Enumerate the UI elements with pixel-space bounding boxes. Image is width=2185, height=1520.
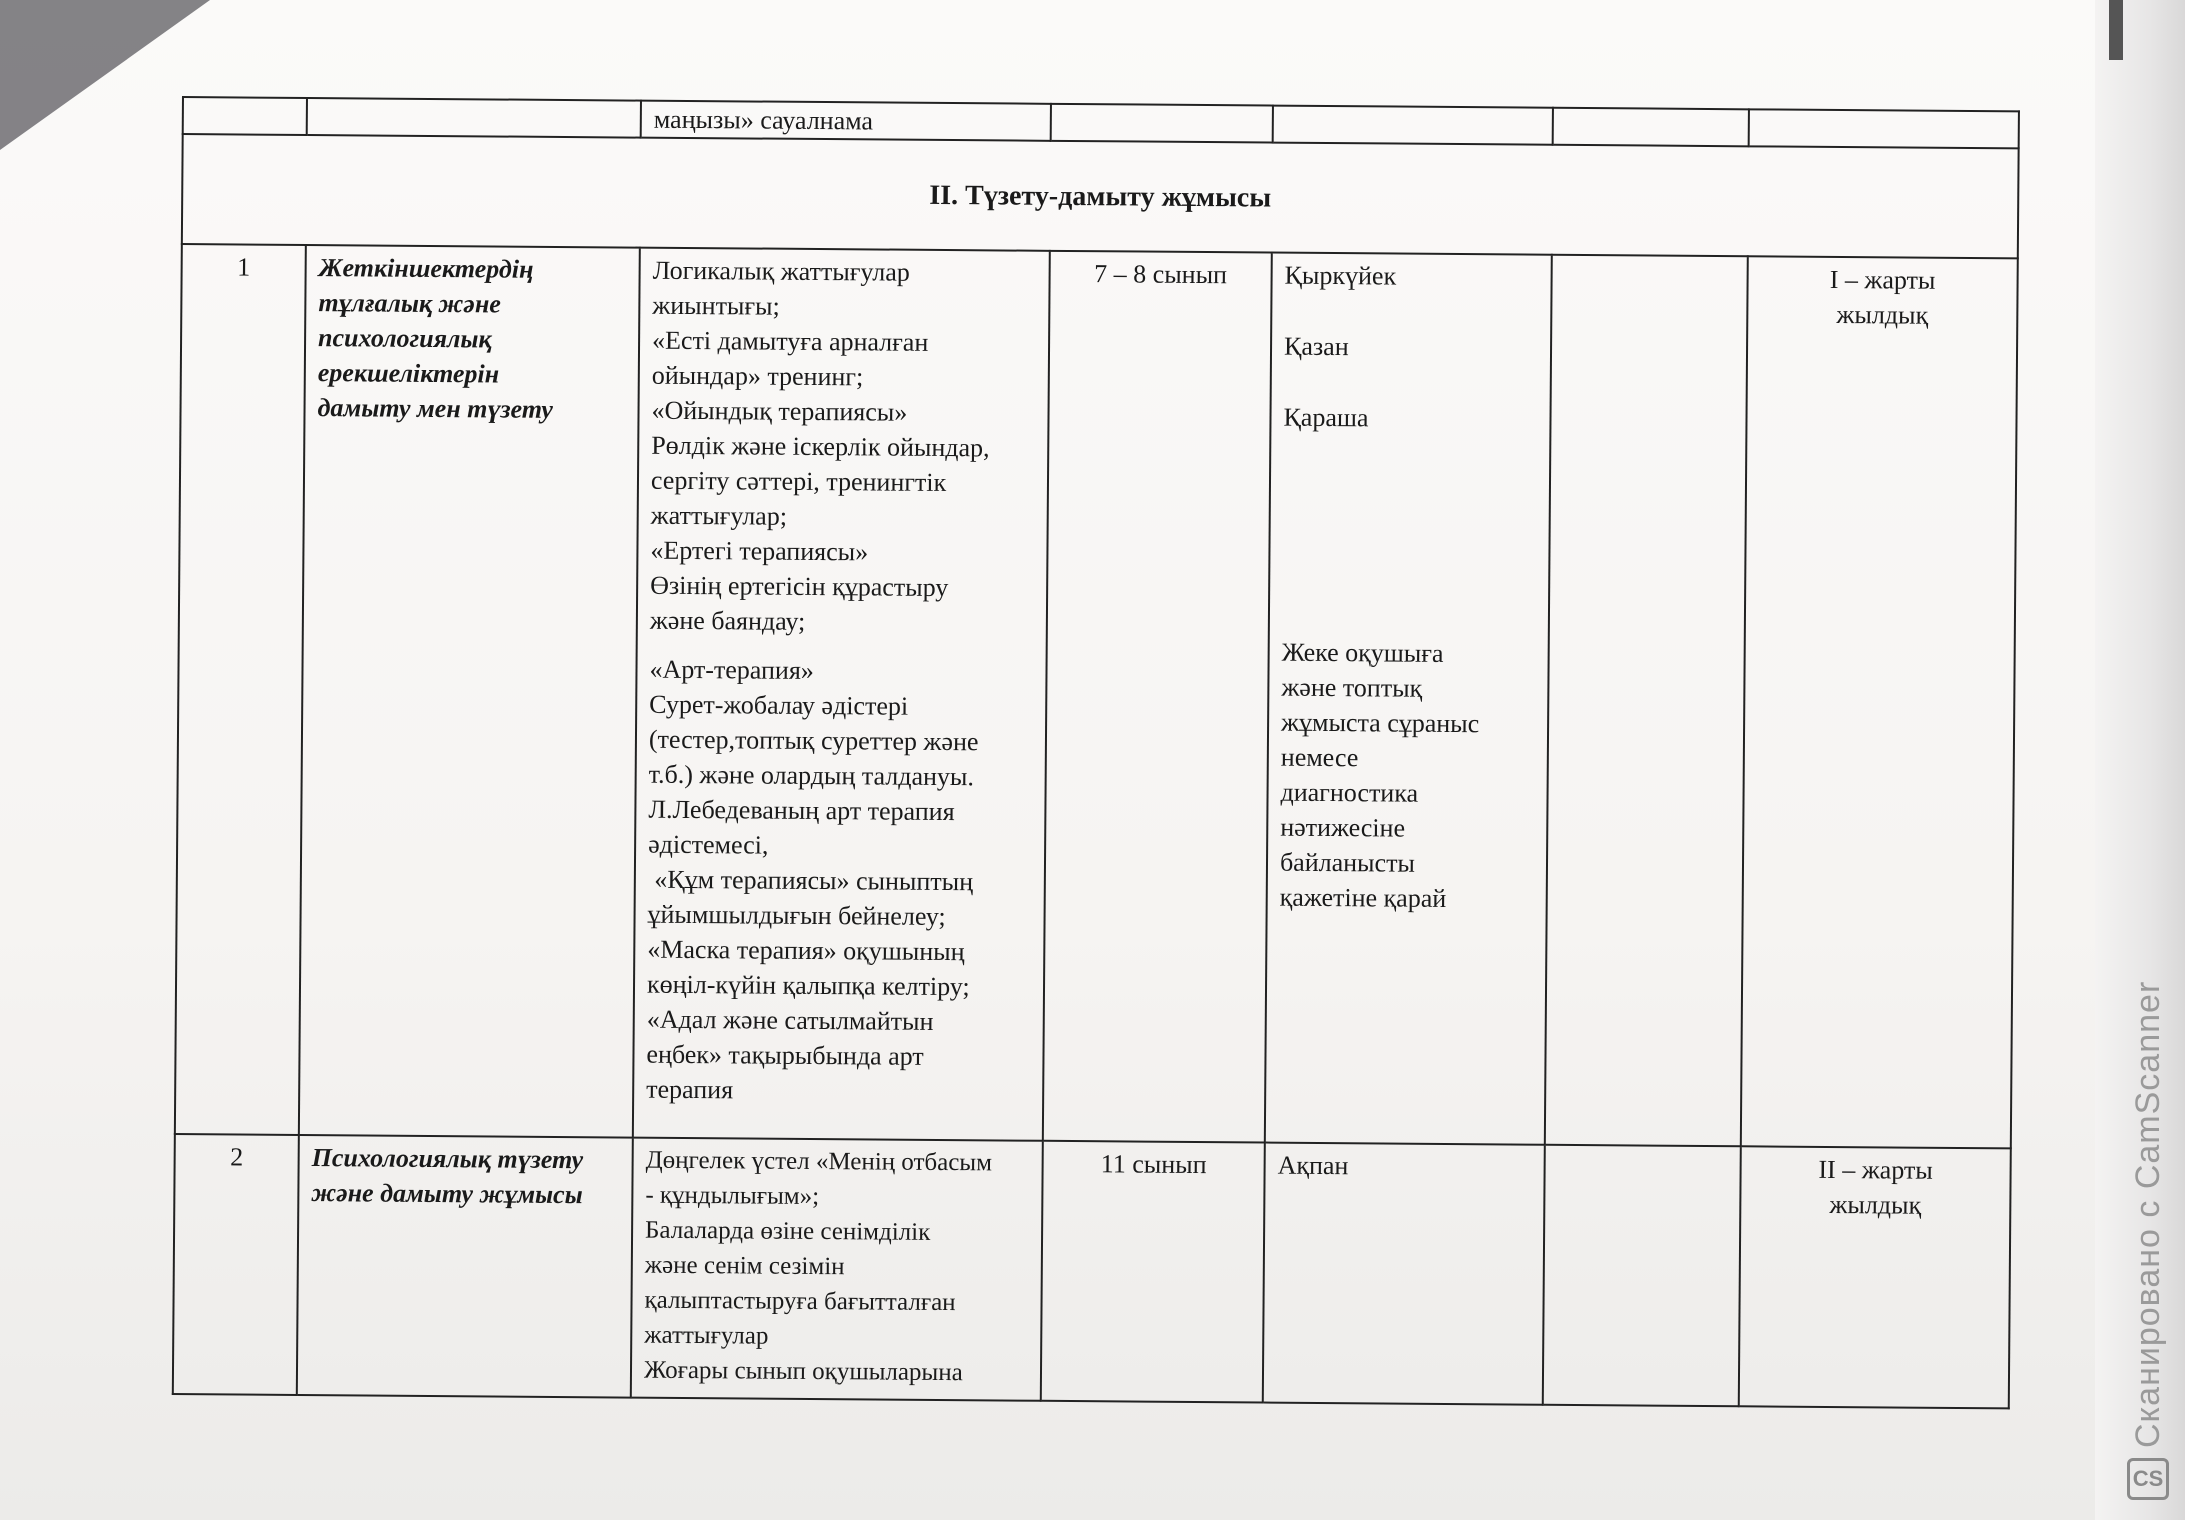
plan-table	[172, 96, 2020, 1409]
watermark-text: Сканировано с CamScanner	[2128, 980, 2167, 1448]
scan-edge-mark	[2109, 0, 2123, 60]
row-content: Дөңгелек үстел «Менің отбасым - құндылығым»; Балаларда өзіне сенімділік және сенім сезімін қалыптастыруға бағытталған жаттығулар Жоғары сынып оқушыларына	[631, 1138, 1043, 1401]
row-period: ІІ – жарты жылдық	[1739, 1146, 2011, 1408]
row-empty-cell	[1543, 1145, 1741, 1407]
table-row	[175, 244, 2018, 1148]
row-timing: Ақпан	[1263, 1143, 1545, 1405]
table-row	[173, 1134, 2011, 1408]
cell-empty	[1553, 108, 1749, 147]
row-content: Логикалық жаттығулар жиынтығы; «Есті дамытуға арналған ойындар» тренинг; «Ойындық терапиясы» Рөлдік және іскерлік ойындар, сергіту сәттері, тренингтік жаттығулар; «Ертегі терапиясы» Өзінің ертегісін құрастыру және баяндау; «Арт-терапия» Сурет-жобалау әдістері (тестер,топтық суреттер және т.б.) және олардың талдануы. Л.Лебедеваның арт терапия әдістемесі, «Құм терапиясы» сыныптың ұйымшылдығын бейнелеу; «Маска терапия» оқушының көңіл-күйін қалыпқа келтіру; «Адал және сатылмайтын еңбек» тақырыбында арт терапия	[633, 248, 1050, 1141]
row-number: 1	[175, 244, 306, 1135]
document-sheet	[172, 96, 2018, 1410]
row-empty-cell	[1545, 255, 1748, 1147]
cell-empty	[1273, 106, 1553, 145]
camscanner-watermark	[2128, 940, 2168, 1500]
row-period: І – жарты жылдық	[1741, 256, 2018, 1148]
row-topic: Жеткіншектердің тұлғалық және психологиялық ерекшеліктерін дамыту мен түзету	[299, 245, 640, 1138]
cell-empty	[183, 97, 307, 135]
cell-empty	[1051, 104, 1273, 143]
section-header-row	[182, 134, 2019, 258]
row-grade: 7 – 8 сынып	[1043, 251, 1272, 1143]
cell-empty	[307, 98, 641, 138]
row-timing: Қыркүйек Қазан Қараша Жеке оқушыға және топтық жұмыста сұраныс немесе диагностика нәтижесіне байланысты қажетіне қарай	[1265, 253, 1552, 1145]
cell-empty	[1749, 109, 2019, 148]
page-corner-shadow	[0, 0, 210, 150]
section-title: ІІ. Түзету-дамыту жұмысы	[182, 134, 2019, 258]
row-number: 2	[173, 1134, 299, 1395]
row-grade: 11 сынып	[1041, 1141, 1265, 1403]
continuation-text: маңызы» сауалнама	[641, 101, 1051, 141]
camscanner-logo-icon: CS	[2127, 1458, 2169, 1500]
row-topic: Психологиялық түзету және дамыту жұмысы	[297, 1135, 633, 1398]
